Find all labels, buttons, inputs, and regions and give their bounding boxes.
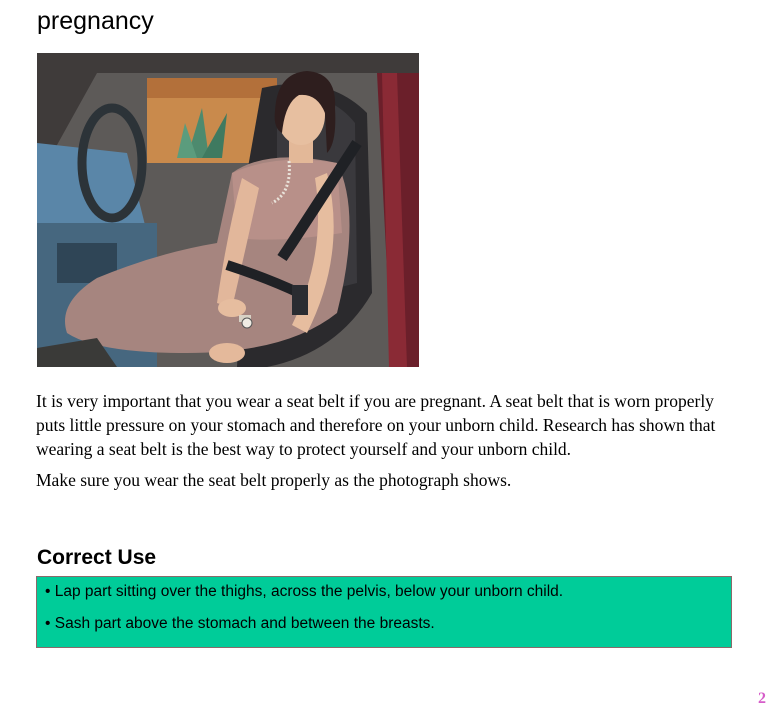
photo-illustration [37, 53, 419, 367]
correct-use-heading: Correct Use [37, 546, 157, 569]
correct-use-item: • Sash part above the stomach and between the breasts. [45, 615, 435, 632]
page-number: 2 [758, 690, 766, 707]
body-paragraph: Make sure you wear the seat belt properly as the photograph shows. [36, 470, 512, 490]
page-title: pregnancy [37, 7, 154, 35]
correct-use-item: • Lap part sitting over the thighs, across the pelvis, below your unborn child. [45, 583, 564, 600]
body-paragraph: It is very important that you wear a seat belt if you are pregnant. A seat belt that is worn properly puts little pressure on your stomach and therefore on your unborn child. Research has shown that wearing a seat belt is the best way to protect yourself and your unborn child. [36, 391, 716, 459]
seatbelt-photo [37, 53, 419, 367]
body-text [36, 389, 746, 499]
correct-use-box [36, 576, 732, 648]
